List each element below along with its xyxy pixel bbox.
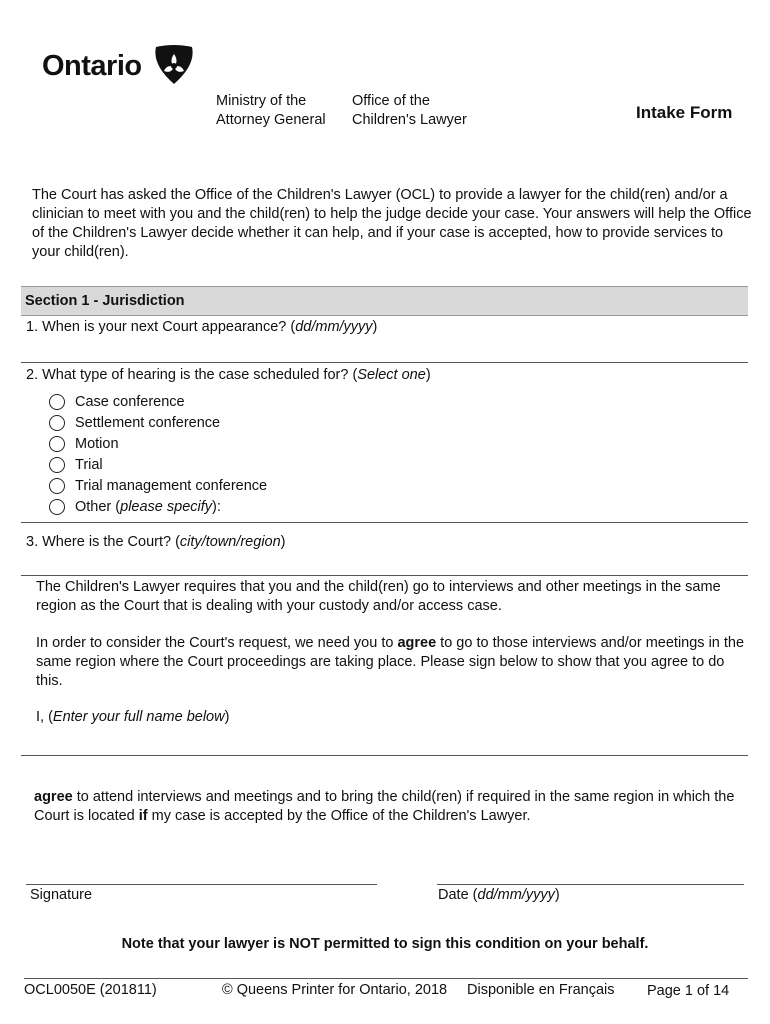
option-label: Other ( bbox=[75, 498, 121, 515]
agreement-request-paragraph bbox=[36, 634, 746, 691]
option-label: Settlement conference bbox=[75, 414, 221, 431]
radio-button[interactable] bbox=[49, 415, 65, 431]
office-line1: Office of the bbox=[352, 93, 430, 109]
court-location-field[interactable] bbox=[21, 552, 748, 574]
question-1 bbox=[26, 318, 377, 337]
date-hint: dd/mm/yyyy bbox=[477, 887, 555, 903]
signature-field[interactable] bbox=[26, 850, 377, 884]
divider bbox=[21, 522, 748, 523]
section-title: Section 1 - Jurisdiction bbox=[25, 293, 185, 309]
ministry-name bbox=[216, 92, 326, 130]
question-1-hint: dd/mm/yyyy bbox=[295, 319, 373, 335]
copyright: © Queens Printer for Ontario, 2018 bbox=[222, 982, 448, 998]
region-requirement-paragraph: The Children's Lawyer requires that you and the child(ren) go to interviews and other meetings in the same region as the Court that is dealing with your custody and/or access case. bbox=[36, 579, 721, 614]
ontario-logo-text: Ontario bbox=[42, 50, 142, 82]
date-line bbox=[437, 884, 744, 885]
date-label bbox=[438, 886, 560, 905]
intro-paragraph: The Court has asked the Office of the Children's Lawyer (OCL) to provide a lawyer for the child(ren) and/or a clinician to meet with you and the child(ren) to help the judge decide your case. Your answers will help the Office of the Children's Lawyer decide whether it can help, and if your case is accepted, how to provide services to your child(ren). bbox=[32, 187, 752, 260]
full-name-post: ) bbox=[224, 709, 230, 725]
question-3-close: ) bbox=[280, 534, 286, 550]
radio-button[interactable] bbox=[49, 499, 65, 515]
question-3 bbox=[26, 533, 286, 552]
option-settlement-conference[interactable] bbox=[49, 412, 267, 433]
other-specify-field[interactable] bbox=[235, 494, 745, 514]
date-field[interactable] bbox=[437, 850, 744, 884]
signature-line bbox=[26, 884, 377, 885]
section-header bbox=[21, 286, 748, 316]
option-other-close: ): bbox=[212, 498, 221, 515]
form-title: Intake Form bbox=[636, 103, 733, 122]
agreement-request-post: to go to those interviews and/or meetings in the same region where the Court proceedings are taking place. Please sign below to show that you agree to do this. bbox=[36, 635, 745, 689]
question-2 bbox=[26, 366, 431, 385]
french-availability: Disponible en Français bbox=[467, 982, 615, 998]
agreement-statement bbox=[34, 788, 744, 826]
ministry-line2: Attorney General bbox=[216, 112, 326, 128]
agree-bold: agree bbox=[34, 789, 73, 805]
office-name bbox=[352, 92, 467, 130]
radio-button[interactable] bbox=[49, 457, 65, 473]
agreement-request-bold: agree bbox=[397, 635, 437, 651]
option-motion[interactable] bbox=[49, 433, 267, 454]
option-label: Case conference bbox=[75, 393, 185, 410]
divider bbox=[21, 575, 748, 576]
full-name-hint: Enter your full name below bbox=[52, 709, 225, 725]
signature-label: Signature bbox=[30, 887, 93, 903]
office-line2: Children's Lawyer bbox=[352, 112, 467, 128]
agreement-request-pre: In order to consider the Court's request, we need you to bbox=[36, 635, 398, 651]
agree-mid: to attend interviews and meetings and to bring the child(ren) if required in the same region in which the Court is located bbox=[34, 789, 735, 824]
full-name-field[interactable] bbox=[21, 728, 748, 753]
option-label: Trial bbox=[75, 456, 103, 473]
footer-divider bbox=[24, 978, 748, 979]
option-trial-management-conference[interactable] bbox=[49, 475, 267, 496]
question-1-text: 1. When is your next Court appearance? ( bbox=[26, 319, 296, 335]
divider bbox=[21, 362, 748, 363]
divider bbox=[21, 755, 748, 756]
agree-if: if bbox=[138, 808, 148, 824]
option-case-conference[interactable] bbox=[49, 391, 267, 412]
radio-button[interactable] bbox=[49, 478, 65, 494]
trillium-logo-icon bbox=[152, 45, 196, 85]
question-2-close: ) bbox=[425, 367, 431, 383]
question-2-hint: Select one bbox=[357, 367, 426, 383]
date-label-pre: Date ( bbox=[438, 887, 478, 903]
page-number: Page 1 of 14 bbox=[647, 983, 730, 999]
agree-post: my case is accepted by the Office of the Children's Lawyer. bbox=[147, 808, 531, 824]
form-code: OCL0050E (201811) bbox=[24, 982, 157, 998]
full-name-prompt bbox=[36, 708, 746, 727]
date-label-post: ) bbox=[554, 887, 560, 903]
option-trial[interactable] bbox=[49, 454, 267, 475]
radio-button[interactable] bbox=[49, 394, 65, 410]
question-2-text: 2. What type of hearing is the case scheduled for? ( bbox=[26, 367, 358, 383]
radio-button[interactable] bbox=[49, 436, 65, 452]
signing-note: Note that your lawyer is NOT permitted to sign this condition on your behalf. bbox=[121, 936, 649, 952]
question-3-hint: city/town/region bbox=[179, 534, 281, 550]
ministry-line1: Ministry of the bbox=[216, 93, 307, 109]
option-label: Trial management conference bbox=[75, 477, 268, 494]
full-name-pre: I, ( bbox=[36, 709, 53, 725]
option-other-hint: please specify bbox=[120, 498, 213, 515]
court-date-field[interactable] bbox=[21, 336, 748, 360]
option-label: Motion bbox=[75, 435, 119, 452]
question-3-text: 3. Where is the Court? ( bbox=[26, 534, 180, 550]
question-1-close: ) bbox=[372, 319, 378, 335]
